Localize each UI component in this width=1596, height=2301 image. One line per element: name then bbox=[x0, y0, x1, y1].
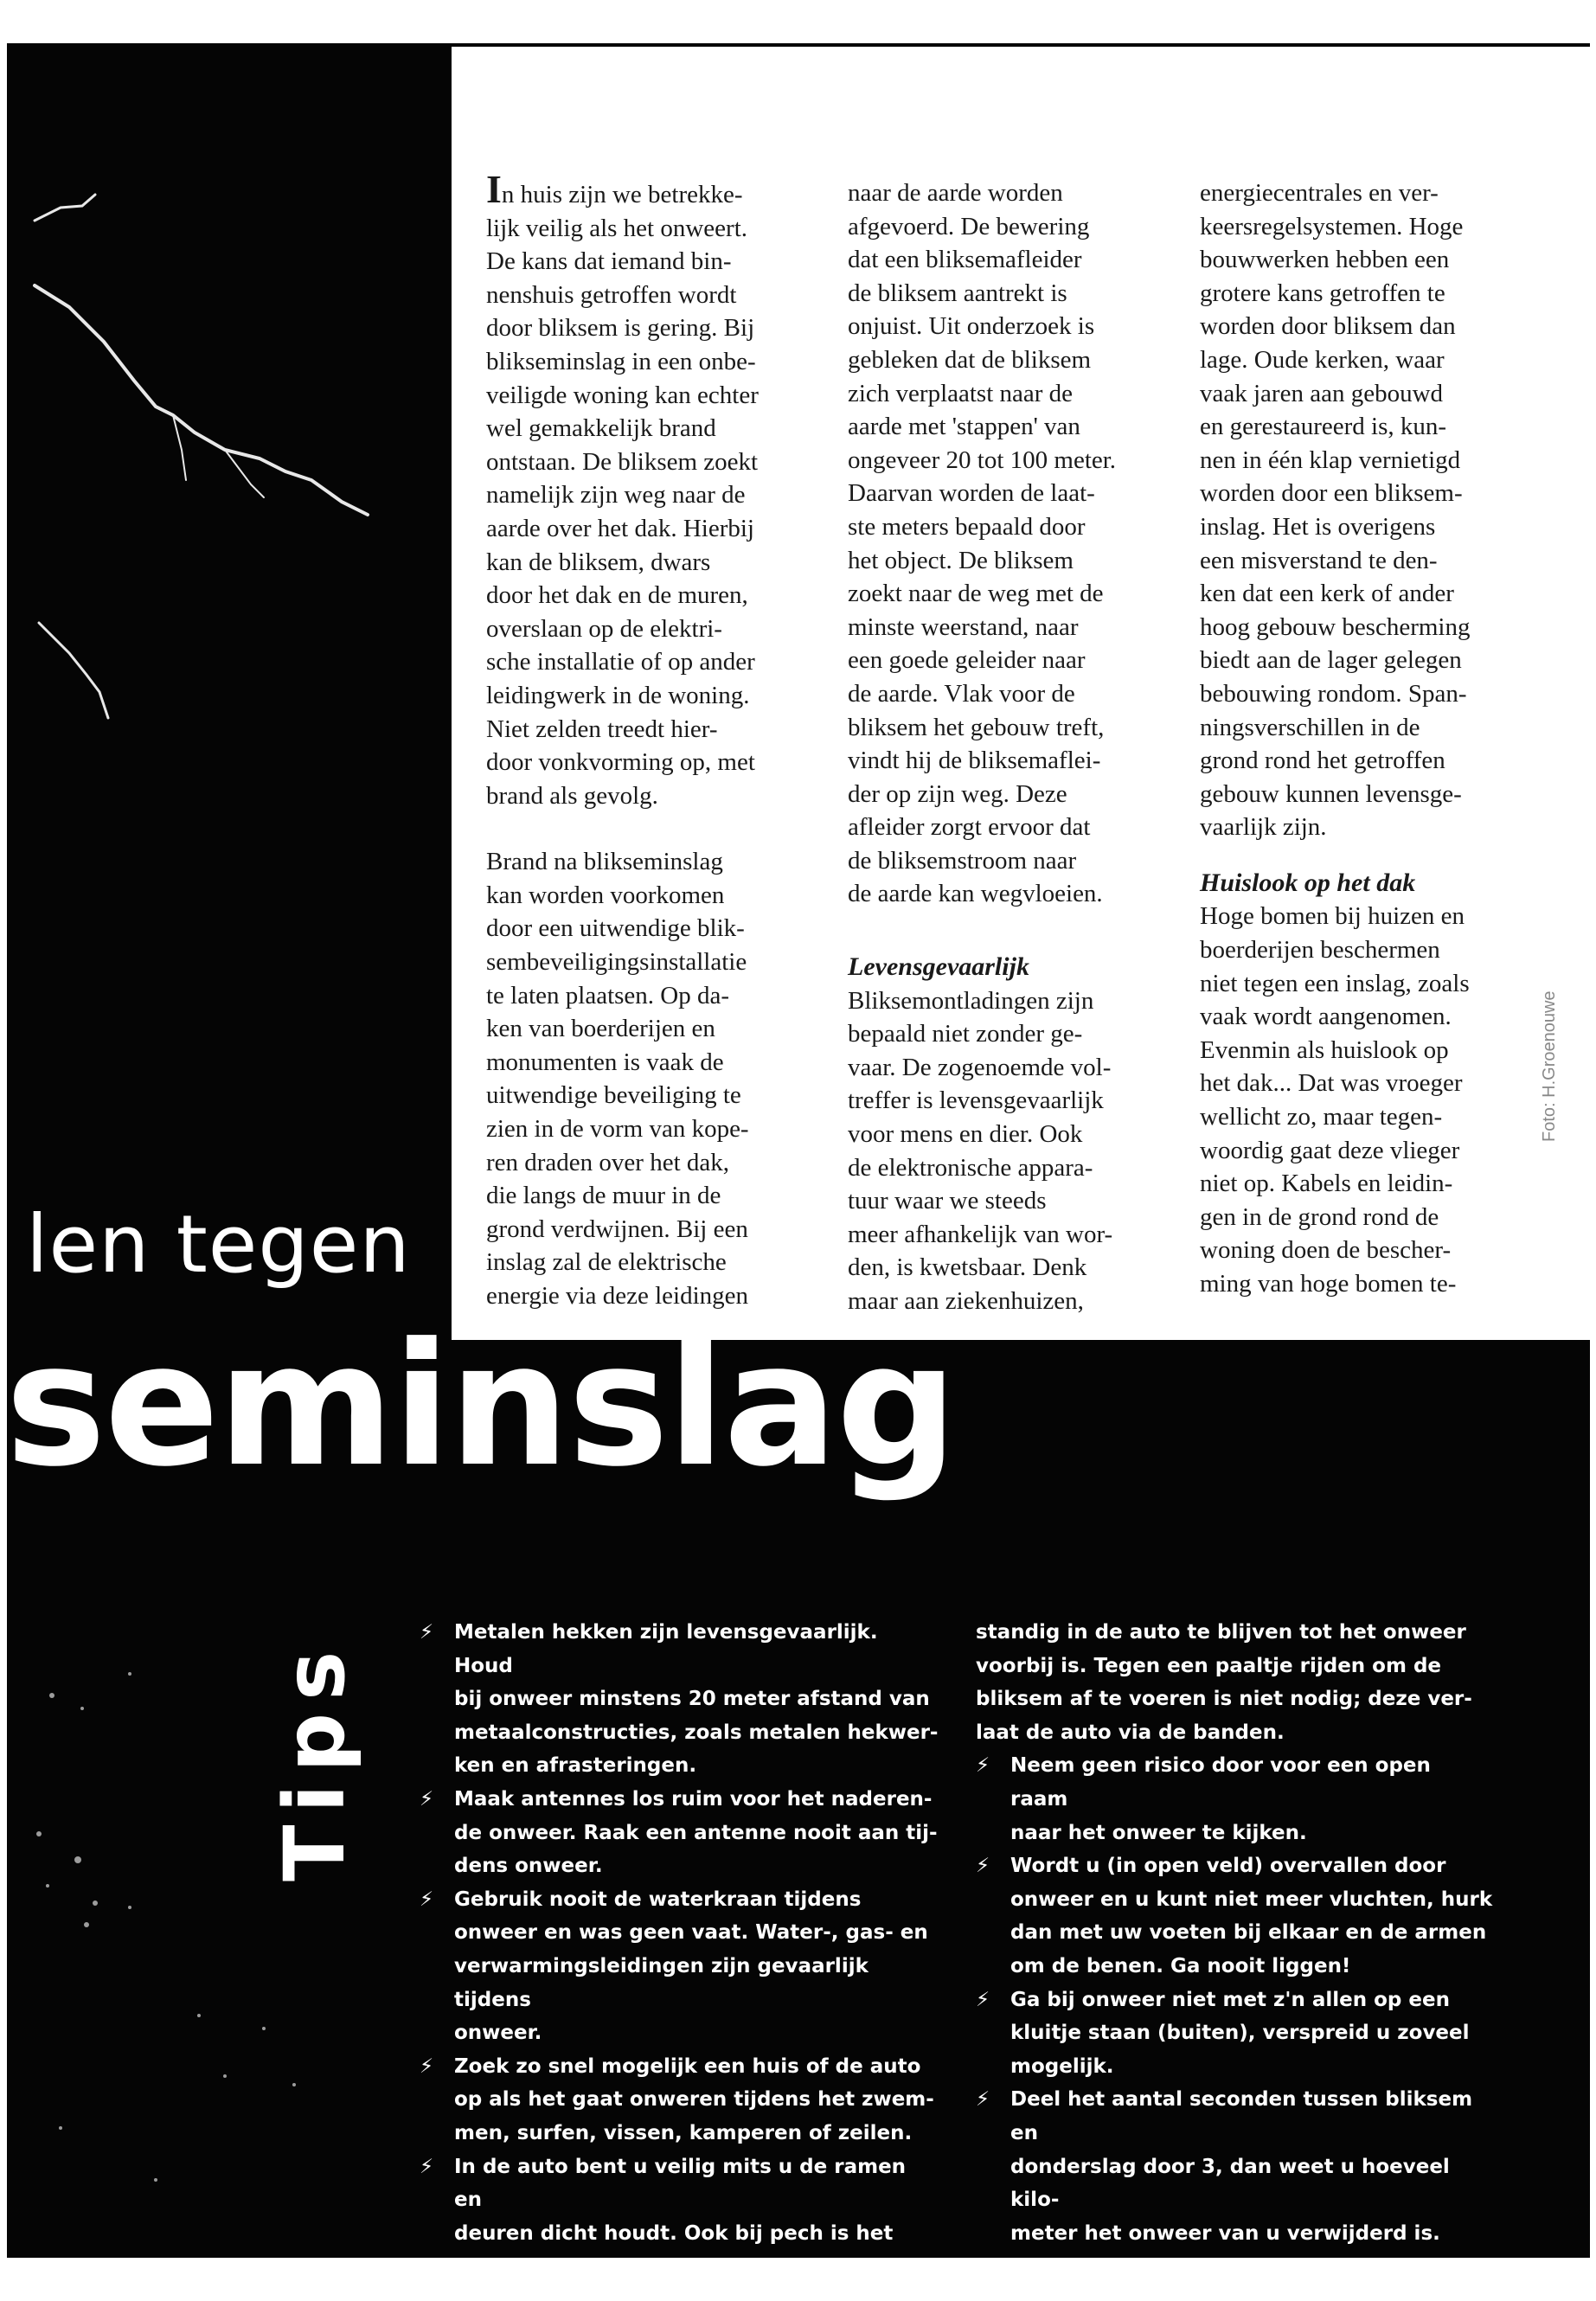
lightning-bolt-icon: ⚡ bbox=[420, 2155, 434, 2178]
paragraph: naar de aarde worden afgevoerd. De bewering dat een bliksemafleider de bliksem aantrekt is onjuist. Uit onderzoek is gebleken dat de bliksem zich verplaatst naar de aarde met 'stappen' van ongeveer 20 tot 100 meter. Daarvan worden de laat- ste meters bepaald door het object. De bliksem zoekt naar de weg met de minste weerstand, naar een goede geleider naar de aarde. Vlak voor de bliksem het gebouw treft, vindt hij de bliksemaflei- der op zijn weg. Deze afleider zorgt ervoor dat de bliksemstroom naar de aarde kan wegvloeien. bbox=[848, 179, 1117, 908]
article-text-box bbox=[452, 47, 1590, 1340]
tip-item: ⚡ Neem geen risico door voor een open raam naar het onweer te kijken. bbox=[976, 1749, 1495, 1849]
lightning-bolt-icon: ⚡ bbox=[420, 1787, 434, 1811]
tips-column-right bbox=[976, 1616, 1495, 2250]
article-column-2 bbox=[848, 176, 1172, 1318]
subheading-huislook: Huislook op het dak bbox=[1200, 868, 1416, 897]
tip-item: ⚡ In de auto bent u veilig mits u de ramen en deuren dicht houdt. Ook bij pech is het ver- bbox=[420, 2150, 939, 2284]
lightning-bolt-icon: ⚡ bbox=[976, 1754, 990, 1778]
drop-cap: I bbox=[486, 167, 502, 211]
tips-label: Tips bbox=[266, 1638, 363, 1881]
tip-item: ⚡ Zoek zo snel mogelijk een huis of de auto op als het gaat onweren tijdens het zwem- men, surfen, vissen, kamperen of zeilen. bbox=[420, 2050, 939, 2150]
tips-column-left bbox=[420, 1616, 939, 2284]
paragraph: Brand na blikseminslag kan worden voorkomen door een uitwendige blik- sembeveiligingsinstallatie te laten plaatsen. Op da- ken van boerderijen en monumenten is vaak de uitwendige beveiliging te zien in de vorm van kope- ren draden over het dak, die langs de muur in de grond verdwijnen. Bij een inslag zal de elektrische energie via deze leidingen bbox=[486, 848, 749, 1310]
lightning-bolt-icon: ⚡ bbox=[976, 2088, 990, 2112]
lightning-bolt-icon: ⚡ bbox=[420, 2054, 434, 2078]
tip-continuation: standig in de auto te blijven tot het onweer voorbij is. Tegen een paaltje rijden om de bliksem af te voeren is niet nodig; deze ver- laat de auto via de banden. bbox=[976, 1621, 1472, 1744]
paragraph: In huis zijn we betrekke- lijk veilig als het onweert. De kans dat iemand bin- nenshuis getroffen wordt door bliksem is gering. Bij blikseminslag in een onbe- veiligde woning kan echter wel gemakkelijk brand ontstaan. De bliksem zoekt namelijk zijn weg naar de aarde over het dak. Hierbij kan de bliksem, dwars door het dak en de muren, overslaan op de elektri- sche installatie of op ander leidingwerk in de woning. Niet zelden treedt hier- door vonkvorming op, met brand als gevolg. bbox=[486, 167, 759, 810]
lightning-bolt-icon: ⚡ bbox=[420, 1888, 434, 1911]
photo-credit: Foto: H.Groenouwe bbox=[1540, 990, 1559, 1142]
tip-item: ⚡ Maak antennes los ruim voor het naderen- de onweer. Raak een antenne nooit aan tij- dens onweer. bbox=[420, 1783, 939, 1883]
tip-item: ⚡ Deel het aantal seconden tussen bliksem en donderslag door 3, dan weet u hoeveel kilo- meter het onweer van u verwijderd is. bbox=[976, 2083, 1495, 2250]
lightning-bolt-icon: ⚡ bbox=[976, 1988, 990, 2011]
article-column-1 bbox=[486, 167, 811, 1313]
headline-part-1: len tegen bbox=[26, 1198, 411, 1291]
tip-item: ⚡ Ga bij onweer niet met z'n allen op een kluitje staan (buiten), verspreid u zoveel mogelijk. bbox=[976, 1984, 1495, 2084]
tip-item: ⚡ Gebruik nooit de waterkraan tijdens onweer en was geen vaat. Water-, gas- en verwarmingsleidingen zijn gevaarlijk tijdens onweer. bbox=[420, 1883, 939, 2050]
paragraph: Hoge bomen bij huizen en boerderijen beschermen niet tegen een inslag, zoals vaak wordt aangenomen. Evenmin als huislook op het dak... Dat was vroeger wellicht zo, maar tegen- woordig gaat deze vlieger niet op. Kabels en leidin- gen in de grond rond de woning doen de bescher- ming van hoge bomen te- bbox=[1200, 902, 1470, 1298]
headline-part-2: seminslag bbox=[5, 1307, 956, 1504]
tip-item: ⚡ Wordt u (in open veld) overvallen door onweer en u kunt niet meer vluchten, hurk dan met uw voeten bij elkaar en de armen om de benen. Ga nooit liggen! bbox=[976, 1849, 1495, 1983]
lightning-bolt-icon: ⚡ bbox=[976, 1855, 990, 1878]
tip-item: ⚡ Metalen hekken zijn levensgevaarlijk. Houd bij onweer minstens 20 meter afstand van metaalconstructies, zoals metalen hekwer- ken en afrasteringen. bbox=[420, 1616, 939, 1783]
article-column-3 bbox=[1200, 176, 1524, 1301]
subheading-levensgevaarlijk: Levensgevaarlijk bbox=[848, 952, 1029, 982]
paragraph: energiecentrales en ver- keersregelsystemen. Hoge bouwwerken hebben een grotere kans getroffen te worden door bliksem dan lage. Oude kerken, waar vaak jaren aan gebouwd en gerestaureerd is, kun- nen in één klap vernietigd worden door een bliksem- inslag. Het is overigens een misverstand te den- ken dat een kerk of ander hoog gebouw bescherming biedt aan de lager gelegen bebouwing rondom. Span- ningsverschillen in de grond rond het getroffen gebouw kunnen levensge- vaarlijk zijn. bbox=[1200, 179, 1471, 842]
lightning-bolt-icon: ⚡ bbox=[420, 1621, 434, 1644]
paragraph: Bliksemontladingen zijn bepaald niet zonder ge- vaar. De zogenoemde vol- treffer is levensgevaarlijk voor mens en dier. Ook de elektronische appara- tuur waar we steeds meer afhankelijk van wor- den, is kwetsbaar. Denk maar aan ziekenhuizen, bbox=[848, 986, 1113, 1315]
